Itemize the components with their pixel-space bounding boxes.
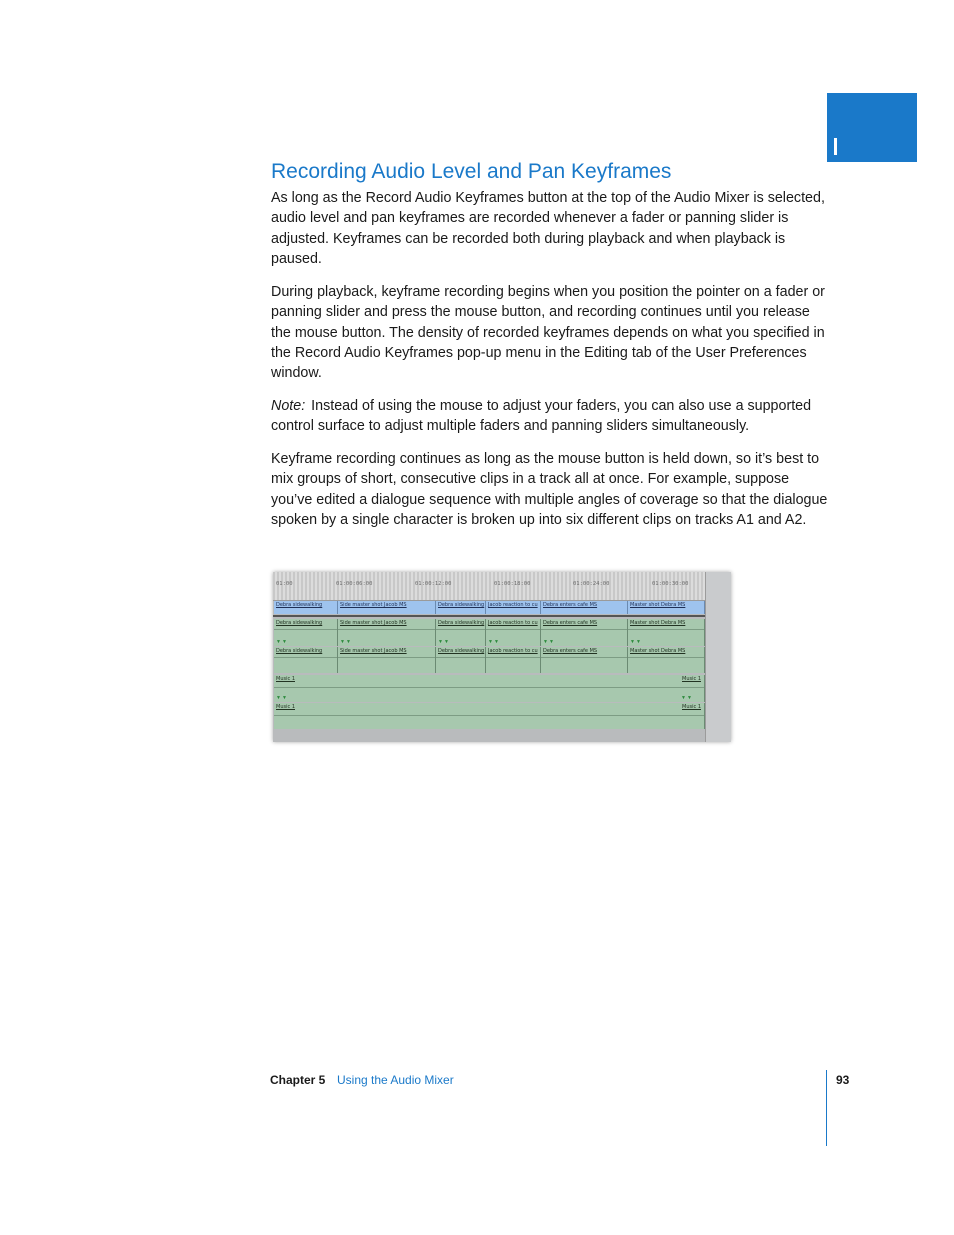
timecode-label: 01:00:24:00 (573, 581, 610, 587)
timecode-label: 01:00:18:00 (494, 581, 531, 587)
chapter-tab-marker (834, 138, 837, 155)
audio-clip[interactable]: Debra sidewalking (436, 647, 486, 673)
keyframe-marker: ▼▼ (276, 639, 288, 645)
keyframe-marker: ▼▼ (340, 639, 352, 645)
timecode-label: 01:00:30:00 (652, 581, 689, 587)
video-clip[interactable]: Master shot Debra MS (628, 601, 705, 614)
paragraph-recording: Keyframe recording continues as long as the mouse button is held down, so it’s best to mix groups of short, consecutive clips in a track all at once. For example, suppose you’ve edited a dialogue sequence with multiple angles of coverage so that the dialogue spoken by a single character is broken up into six different clips on tracks A1 and A2. (271, 451, 828, 528)
keyframe-marker: ▼▼ (681, 695, 693, 701)
keyframe-marker: ▼▼ (276, 695, 288, 701)
track-divider (273, 615, 705, 617)
footer-chapter: Chapter 5 (270, 1073, 326, 1087)
page-number: 93 (836, 1073, 850, 1087)
chapter-tab (827, 93, 917, 162)
timeline-screenshot (273, 572, 731, 742)
keyframe-marker: ▼▼ (438, 639, 450, 645)
music-track-a3 (274, 675, 704, 702)
music-track-a4 (274, 703, 704, 729)
keyframe-marker: ▼▼ (488, 639, 500, 645)
video-track (274, 601, 704, 614)
audio-clip[interactable]: Master shot Debra MS (628, 647, 705, 673)
note-paragraph (271, 396, 831, 437)
audio-track-a1 (274, 619, 704, 646)
footer-chapter-title[interactable]: Using the Audio Mixer (337, 1073, 454, 1087)
video-clip[interactable]: Jacob reaction to cu (486, 601, 541, 614)
video-clip[interactable]: Side master shot Jacob MS (338, 601, 436, 614)
footer-rule (826, 1070, 827, 1146)
timeline-ruler (273, 572, 705, 601)
audio-clip[interactable]: Side master shot Jacob MS (338, 647, 436, 673)
timecode-label: 01:00:06:00 (336, 581, 373, 587)
video-clip[interactable]: Debra enters cafe MS (541, 601, 628, 614)
audio-track-a2 (274, 647, 704, 673)
paragraph-playback: During playback, keyframe recording begins when you position the pointer on a fader or panning slider and press the mouse button, and recording continues until you release the mouse button. The density of recorded keyframes depends on what you specified in the Record Audio Keyframes pop-up menu in the Editing tab of the User Preferences window. (271, 284, 825, 382)
timecode-label: 01:00 (276, 581, 293, 587)
music-clip[interactable]: Music 1 Music 1 (274, 703, 705, 729)
audio-clip[interactable]: Debra sidewalking (274, 647, 338, 673)
keyframe-marker: ▼▼ (543, 639, 555, 645)
page-title: Recording Audio Level and Pan Keyframes (271, 160, 672, 183)
video-clip[interactable]: Debra sidewalking (274, 601, 338, 614)
audio-clip[interactable]: Jacob reaction to cu ▼▼ (486, 619, 541, 646)
paragraph-intro: As long as the Record Audio Keyframes button at the top of the Audio Mixer is selected, audio level and pan keyframes are recorded whenever a fader or panning slider is adjusted. Keyframes can be recorded both during playback and when playback is paused. (271, 190, 825, 267)
note-text: Instead of using the mouse to adjust your faders, you can also use a supported control surface to adjust multiple faders and panning sliders simultaneously. (271, 398, 812, 435)
audio-clip[interactable]: Master shot Debra MS ▼▼ (628, 619, 705, 646)
music-clip[interactable]: Music 1 Music 1 ▼▼ ▼▼ (274, 675, 705, 702)
timecode-label: 01:00:12:00 (415, 581, 452, 587)
audio-clip[interactable]: Side master shot Jacob MS ▼▼ (338, 619, 436, 646)
timeline-scrollbar[interactable] (705, 572, 731, 742)
video-clip[interactable]: Debra sidewalking (436, 601, 486, 614)
audio-clip[interactable]: Debra enters cafe MS (541, 647, 628, 673)
audio-clip[interactable]: Debra sidewalking ▼▼ (438, 620, 485, 645)
note-label: Note: (271, 398, 306, 414)
keyframe-marker: ▼▼ (630, 639, 642, 645)
audio-clip[interactable]: Debra sidewalking ▼▼ (274, 619, 338, 646)
audio-clip[interactable]: Debra enters cafe MS ▼▼ (541, 619, 628, 646)
audio-clip[interactable]: Jacob reaction to cu (486, 647, 541, 673)
